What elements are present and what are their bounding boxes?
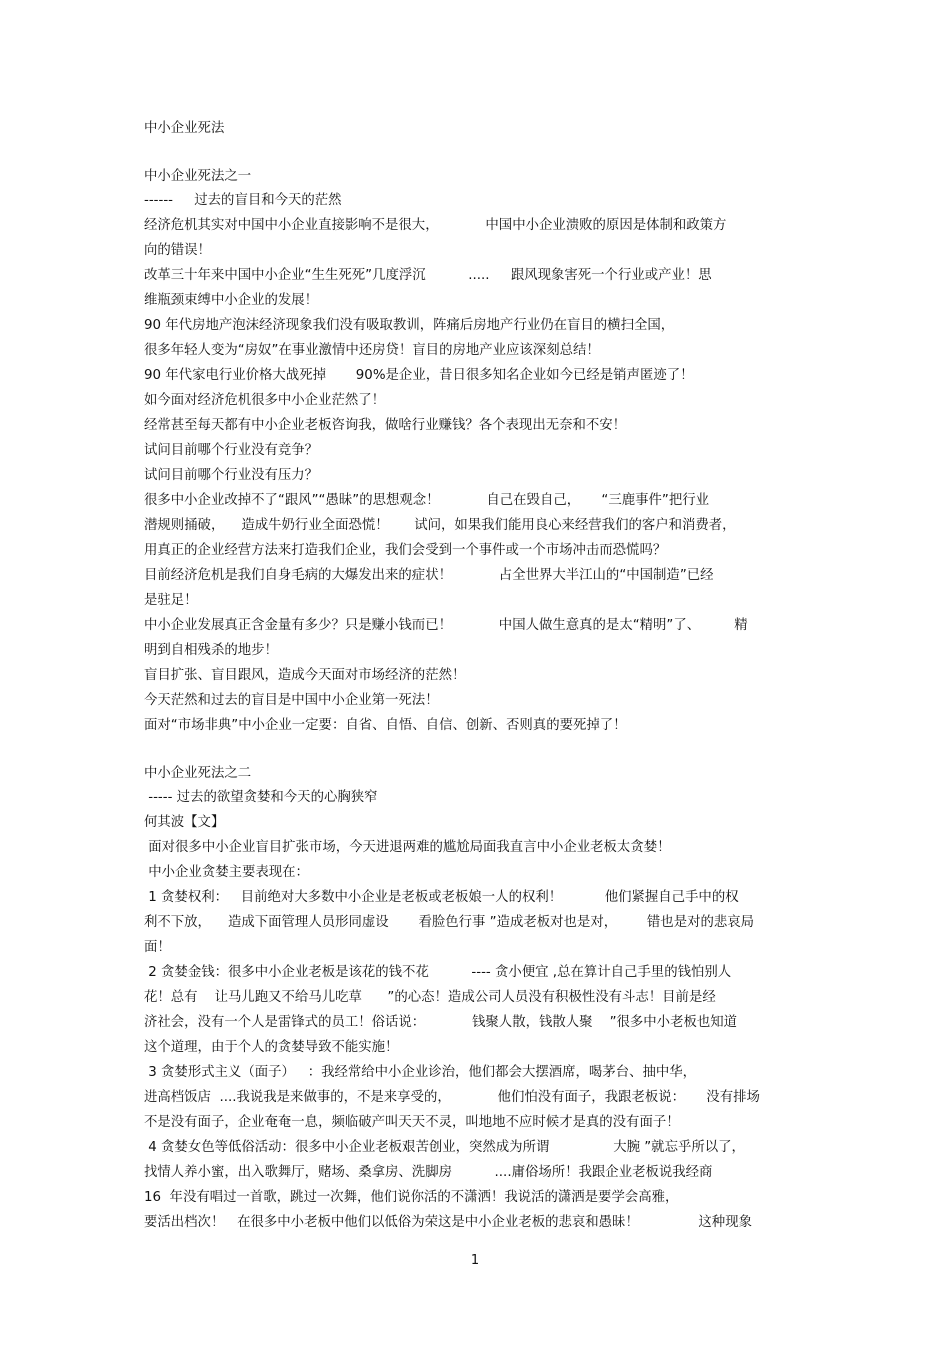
section2-line: 3 贪婪形式主义（面子） ：我经常给中小企业诊治，他们都会大摆酒席，喝茅台、抽中华，	[144, 1065, 697, 1080]
section1-line: 很多中小企业改掉不了“跟风”“愚昧”的思想观念！ 自己在毁自己， “三鹿事件”把行业	[144, 493, 710, 508]
section1-line: 今天茫然和过去的盲目是中国中小企业第一死法！	[144, 693, 439, 708]
section2-line: 要活出档次！ 在很多中小老板中他们以低俗为荣这是中小企业老板的悲哀和愚昧！ 这种现象	[144, 1215, 752, 1230]
section1-line: 中小企业发展真正含金量有多少？只是赚小钱而已！ 中国人做生意真的是太“精明”了、 精	[144, 618, 748, 633]
section1-line: 经常甚至每天都有中小企业老板咨询我，做啥行业赚钱？各个表现出无奈和不安！	[144, 418, 627, 433]
section1-line: 盲目扩张、盲目跟风，造成今天面对市场经济的茫然！	[144, 668, 466, 683]
section2-line: 进高档饭店 ....我说我是来做事的，不是来享受的， 他们怕没有面子，我跟老板说： 没有排场	[144, 1090, 760, 1105]
section1-line: 是驻足！	[144, 593, 198, 608]
page-number: 1	[470, 1253, 480, 1268]
section1-line: 很多年轻人变为“房奴”在事业激情中还房贷！盲目的房地产业应该深刻总结！	[144, 343, 600, 358]
section2-line: 面对很多中小企业盲目扩张市场，今天进退两难的尴尬局面我直言中小企业老板太贪婪！	[144, 840, 671, 855]
section1-line: 试问目前哪个行业没有竞争？	[144, 443, 319, 458]
section1-line: 90 年代房地产泡沫经济现象我们没有吸取教训，阵痛后房地产行业仍在盲目的横扫全国，	[144, 318, 675, 333]
section1-line: 经济危机其实对中国中小企业直接影响不是很大， 中国中小企业溃败的原因是体制和政策方	[144, 218, 727, 233]
section1-line: 如今面对经济危机很多中小企业茫然了！	[144, 393, 386, 408]
section1-line: 面对“市场非典”中小企业一定要：自省、自悟、自信、创新、否则真的要死掉了！	[144, 718, 627, 733]
section2-line: 不是没有面子，企业奄奄一息，频临破产叫天天不灵，叫地地不应时候才是真的没有面子！	[144, 1115, 680, 1130]
section1-line: 潜规则捅破， 造成牛奶行业全面恐慌！ 试问，如果我们能用良心来经营我们的客户和消费者，	[144, 518, 736, 533]
section1-line: 用真正的企业经营方法来打造我们企业，我们会受到一个事件或一个市场冲击而恐慌吗？	[144, 543, 667, 558]
section2-line: 16 年没有唱过一首歌，跳过一次舞，他们说你活的不潇洒！我说活的潇洒是要学会高雅，	[144, 1190, 679, 1205]
section1-line: 试问目前哪个行业没有压力？	[144, 468, 319, 483]
document-title: 中小企业死法	[144, 121, 225, 136]
section2-line: 济社会，没有一个人是雷锋式的员工！俗话说： 钱聚人散，钱散人聚 ”很多中小老板也知道	[144, 1015, 738, 1030]
section1-line: 明到自相残杀的地步！	[144, 643, 278, 658]
section2-subtitle: ----- 过去的欲望贪婪和今天的心胸狭窄	[144, 790, 378, 805]
section2-line: 找情人养小蜜，出入歌舞厅，赌场、桑拿房、洗脚房 ....庸俗场所！我跟企业老板说我经商	[144, 1165, 713, 1180]
section1-subtitle: ------ 过去的盲目和今天的茫然	[144, 193, 342, 208]
section1-line: 向的错误！	[144, 243, 211, 258]
section1-line: 目前经济危机是我们自身毛病的大爆发出来的症状！ 占全世界大半江山的“中国制造”已经	[144, 568, 714, 583]
section2-author: 何其波【文】	[144, 815, 225, 830]
section1-line: 改革三十年来中国中小企业“生生死死”几度浮沉 ..... 跟风现象害死一个行业或产业！思	[144, 268, 712, 283]
section2-line: 花！总有 让马儿跑又不给马儿吃草 ”的心态！造成公司人员没有积极性没有斗志！目前是经	[144, 990, 716, 1005]
section2-line: 利不下放， 造成下面管理人员形同虚设 看脸色行事 ”造成老板对也是对， 错也是对的悲哀局	[144, 915, 755, 930]
section2-line: 中小企业贪婪主要表现在：	[144, 865, 309, 880]
section1-heading: 中小企业死法之一	[144, 169, 252, 184]
section2-line: 2 贪婪金钱：很多中小企业老板是该花的钱不花 ---- 贪小便宜 ,总在算计自己手里的钱怕别人	[144, 965, 732, 980]
section2-heading: 中小企业死法之二	[144, 766, 252, 781]
section2-line: 这个道理，由于个人的贪婪导致不能实施！	[144, 1040, 399, 1055]
section2-line: 面！	[144, 940, 171, 955]
section1-line: 90 年代家电行业价格大战死掉 90%是企业，昔日很多知名企业如今已经是销声匿迹了！	[144, 368, 694, 383]
section2-line: 4 贪婪女色等低俗活动：很多中小企业老板艰苦创业，突然成为所谓 大腕 ”就忘乎所以了，	[144, 1140, 745, 1155]
section1-line: 维瓶颈束缚中小企业的发展！	[144, 293, 319, 308]
section2-line: 1 贪婪权利： 目前绝对大多数中小企业是老板或老板娘一人的权利！ 他们紧握自己手中的权	[144, 890, 739, 905]
